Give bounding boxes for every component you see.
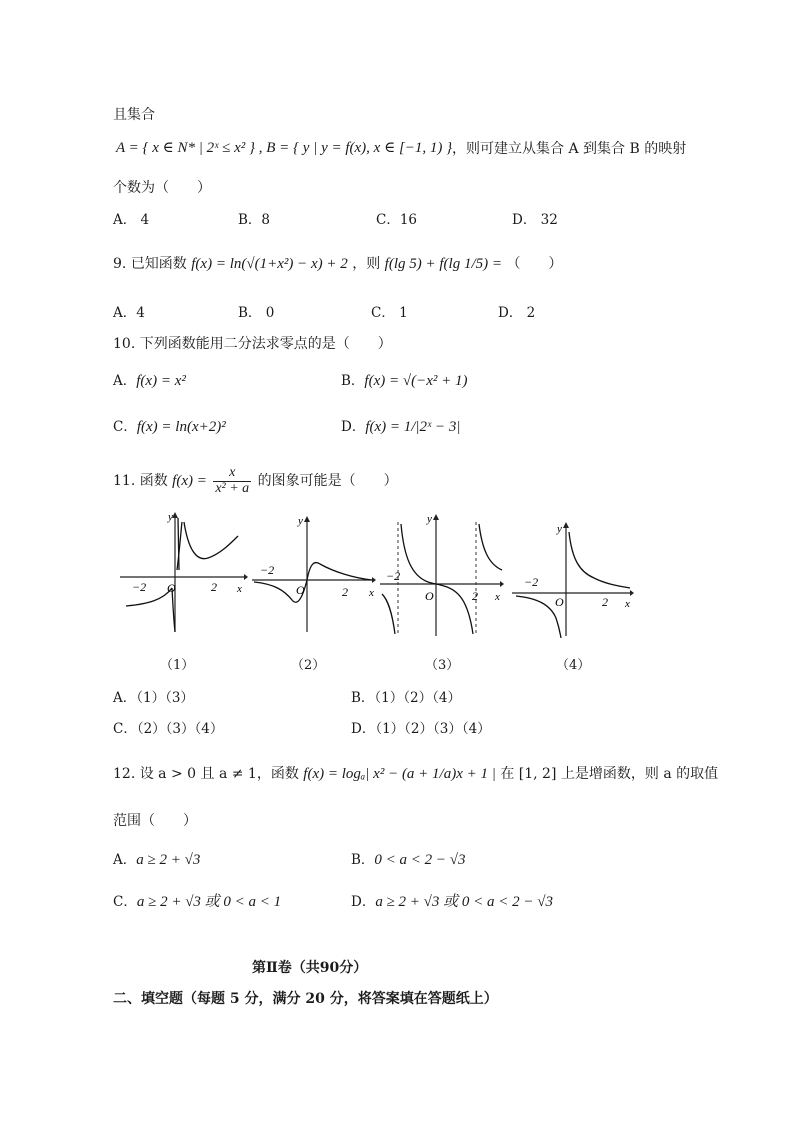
q11-graph-3-neg-tick: −2 <box>386 569 401 583</box>
q8-option-c: C．16 <box>376 212 418 228</box>
q11-option-b: B．（1）（2）（4） <box>351 690 461 706</box>
q11-graph-1-x-label: x <box>237 583 242 595</box>
q11-graph-1 <box>118 508 248 638</box>
q11-option-a: A．（1）（3） <box>113 690 194 706</box>
q11-graph-2-y-label: y <box>298 515 303 527</box>
q11-graph-4 <box>510 508 640 638</box>
q11-graph-2 <box>250 508 380 638</box>
q8-option-d: D． 32 <box>512 212 558 228</box>
part2-title: 第Ⅱ卷（共90分） <box>252 960 368 976</box>
q9-option-b: B． 0 <box>238 305 275 321</box>
q11-graph-3 <box>378 508 508 638</box>
q11-graph-3-pos-tick: 2 <box>472 589 478 603</box>
q9-option-c: C． 1 <box>371 305 408 321</box>
q12-option-c: C．a ≥ 2 + √3 或 0 < a < 1 <box>113 894 282 910</box>
q12-line2: 范围（ ） <box>113 813 197 829</box>
q11-stem: 11. 函数 f(x) = $\frac{x}{\text{x² + a}}$ 的图象可能是（ ） <box>113 465 398 496</box>
q8-line1: 且集合 <box>113 107 155 123</box>
q11-graph-4-origin: O <box>555 595 564 609</box>
q11-graph-3-x-label: x <box>495 591 500 603</box>
q11-graph-label-3: （3） <box>425 658 460 673</box>
q11-graph-1-neg-tick: −2 <box>132 580 147 594</box>
q11-graph-1-origin: O <box>167 581 176 595</box>
q11-graph-4-y-label: y <box>557 523 562 535</box>
q8-option-a: A． 4 <box>113 212 150 228</box>
q9-option-d: D． 2 <box>498 305 536 321</box>
q11-graph-2-x-label: x <box>369 587 374 599</box>
q11-graph-4-pos-tick: 2 <box>602 595 608 609</box>
q8-option-b: B．8 <box>238 212 271 228</box>
q11-graph-label-4: （4） <box>556 658 591 673</box>
q9-stem: 9. 已知函数 f(x) = ln(√(1+x²) − x) + 2 ，则 f(lg 5) + f(lg 1/5) = （ ） <box>113 256 563 272</box>
q11-graph-label-1: （1） <box>160 658 195 673</box>
q11-graph-2-origin: O <box>296 583 305 597</box>
q11-graph-3-y-label: y <box>427 513 432 525</box>
q8-set-expression: A = { x ∈ N* | 2ˣ ≤ x² } , B = { y | y = f(x), x ∈ [−1, 1) } <box>116 140 453 156</box>
q11-graph-1-pos-tick: 2 <box>211 580 217 594</box>
q10-stem: 10. 下列函数能用二分法求零点的是（ ） <box>113 336 392 352</box>
q11-graph-1-y-label: y <box>168 511 173 523</box>
part2-section-heading: 二、填空题（每题 5 分，满分 20 分，将答案填在答题纸上） <box>113 991 498 1007</box>
q10-option-b: B．f(x) = √(−x² + 1) <box>341 373 468 389</box>
q12-option-b: B．0 < a < 2 − √3 <box>351 852 466 868</box>
q12-option-a: A．a ≥ 2 + √3 <box>113 852 201 868</box>
q11-graph-2-neg-tick: −2 <box>260 563 275 577</box>
q11-graph-3-origin: O <box>425 589 434 603</box>
q11-fraction: $\frac{x}{\text{x² + a}}$ <box>215 465 250 496</box>
q11-option-c: C．（2）（3）（4） <box>113 721 224 737</box>
q11-graph-4-x-label: x <box>625 598 630 610</box>
q10-option-a: A．f(x) = x² <box>113 373 186 389</box>
q10-option-c: C．f(x) = ln(x+2)² <box>113 419 226 435</box>
q12-stem: 12. 设 a > 0 且 a ≠ 1，函数 f(x) = logₐ| x² − (a + 1/a)x + 1 | 在 [1, 2] 上是增函数，则 a 的取值 <box>113 766 719 782</box>
q10-option-d: D．f(x) = 1/|2ˣ − 3| <box>341 419 461 435</box>
q9-option-a: A．4 <box>113 305 145 321</box>
q8-line3: 个数为（ ） <box>113 180 211 196</box>
q8-tail: ，则可建立从集合 A 到集合 B 的映射 <box>452 141 687 157</box>
q11-option-d: D．（1）（2）（3）（4） <box>351 721 491 737</box>
q11-graph-4-neg-tick: −2 <box>524 575 539 589</box>
q11-graph-2-pos-tick: 2 <box>342 585 348 599</box>
q11-graph-label-2: （2） <box>291 658 326 673</box>
q12-option-d: D．a ≥ 2 + √3 或 0 < a < 2 − √3 <box>351 894 554 910</box>
